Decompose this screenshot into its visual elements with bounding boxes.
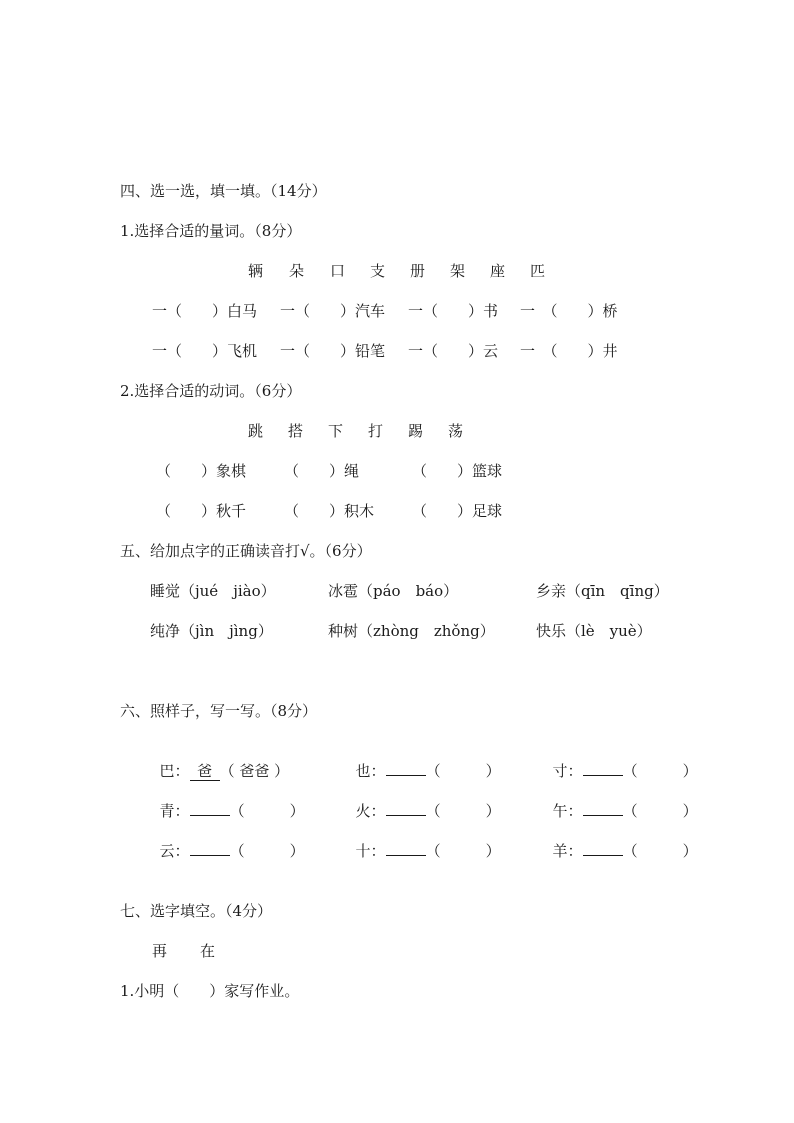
- pinyin-item: 纯净（jìn jìng）: [150, 622, 273, 640]
- word-option: 在: [200, 942, 216, 960]
- word-option: 架: [450, 262, 466, 280]
- fill-blank-item: 一（ ）飞机: [152, 342, 258, 360]
- section-7-title: 七、选字填空。（4分）: [120, 902, 273, 920]
- word-option: 口: [330, 262, 346, 280]
- write-item: 也： （ ）: [355, 762, 501, 780]
- answer-blank[interactable]: [190, 841, 230, 856]
- word-option: 荡: [448, 422, 464, 440]
- answer-blank[interactable]: [583, 761, 623, 776]
- word-option: 打: [368, 422, 384, 440]
- fill-blank-item: 一 （ ）井: [520, 342, 618, 360]
- section-4-title: 四、选一选，填一填。（14分）: [120, 182, 327, 200]
- answer-blank[interactable]: [583, 841, 623, 856]
- word-option: 下: [328, 422, 344, 440]
- write-item: 羊： （ ）: [552, 842, 698, 860]
- answer-blank[interactable]: [386, 801, 426, 816]
- write-item: 十： （ ）: [355, 842, 501, 860]
- section-7-q1: 1.小明（ ）家写作业。: [120, 982, 300, 1000]
- answer-blank[interactable]: [583, 801, 623, 816]
- pinyin-item: 种树（zhòng zhǒng）: [328, 622, 495, 640]
- fill-blank-item: 一（ ）白马: [152, 302, 258, 320]
- example-paren: （ 爸爸 ）: [219, 762, 290, 780]
- fill-blank-item: （ ）足球: [412, 502, 503, 520]
- section-4-q1-title: 1.选择合适的量词。（8分）: [120, 222, 302, 240]
- fill-blank-item: （ ）象棋: [156, 462, 247, 480]
- write-item: 寸： （ ）: [552, 762, 698, 780]
- answer-blank[interactable]: [190, 801, 230, 816]
- fill-blank-item: （ ）绳: [284, 462, 360, 480]
- example-char: 巴：: [159, 762, 190, 780]
- word-option: 辆: [248, 262, 264, 280]
- fill-blank-item: 一（ ）云: [408, 342, 499, 360]
- word-option: 朵: [289, 262, 305, 280]
- word-option: 册: [410, 262, 426, 280]
- fill-blank-item: （ ）积木: [284, 502, 375, 520]
- section-5-title: 五、给加点字的正确读音打√。（6分）: [120, 542, 372, 560]
- word-option: 座: [490, 262, 506, 280]
- pinyin-item: 冰雹（páo báo）: [328, 582, 459, 600]
- fill-blank-item: 一（ ）书: [408, 302, 499, 320]
- fill-blank-item: （ ）秋千: [156, 502, 247, 520]
- write-item: 云： （ ）: [159, 842, 305, 860]
- section-4-q2-title: 2.选择合适的动词。（6分）: [120, 382, 302, 400]
- word-option: 搭: [288, 422, 304, 440]
- write-item: 火： （ ）: [355, 802, 501, 820]
- word-option: 匹: [530, 262, 546, 280]
- pinyin-item: 乡亲（qīn qīng）: [536, 582, 669, 600]
- answer-blank[interactable]: [386, 761, 426, 776]
- example-answer: 爸: [190, 762, 220, 781]
- fill-blank-item: 一 （ ）桥: [520, 302, 618, 320]
- word-option: 踢: [408, 422, 424, 440]
- word-option: 支: [370, 262, 386, 280]
- fill-blank-item: （ ）篮球: [412, 462, 503, 480]
- pinyin-item: 睡觉（jué jiào）: [150, 582, 276, 600]
- fill-blank-item: 一（ ）汽车: [280, 302, 386, 320]
- write-item: 午： （ ）: [552, 802, 698, 820]
- write-item: 青： （ ）: [159, 802, 305, 820]
- fill-blank-item: 一（ ）铅笔: [280, 342, 386, 360]
- answer-blank[interactable]: [386, 841, 426, 856]
- word-option: 跳: [248, 422, 264, 440]
- example-item: [150, 741, 289, 781]
- word-option: 再: [152, 942, 168, 960]
- pinyin-item: 快乐（lè yuè）: [536, 622, 652, 640]
- section-6-title: 六、照样子，写一写。（8分）: [120, 702, 318, 720]
